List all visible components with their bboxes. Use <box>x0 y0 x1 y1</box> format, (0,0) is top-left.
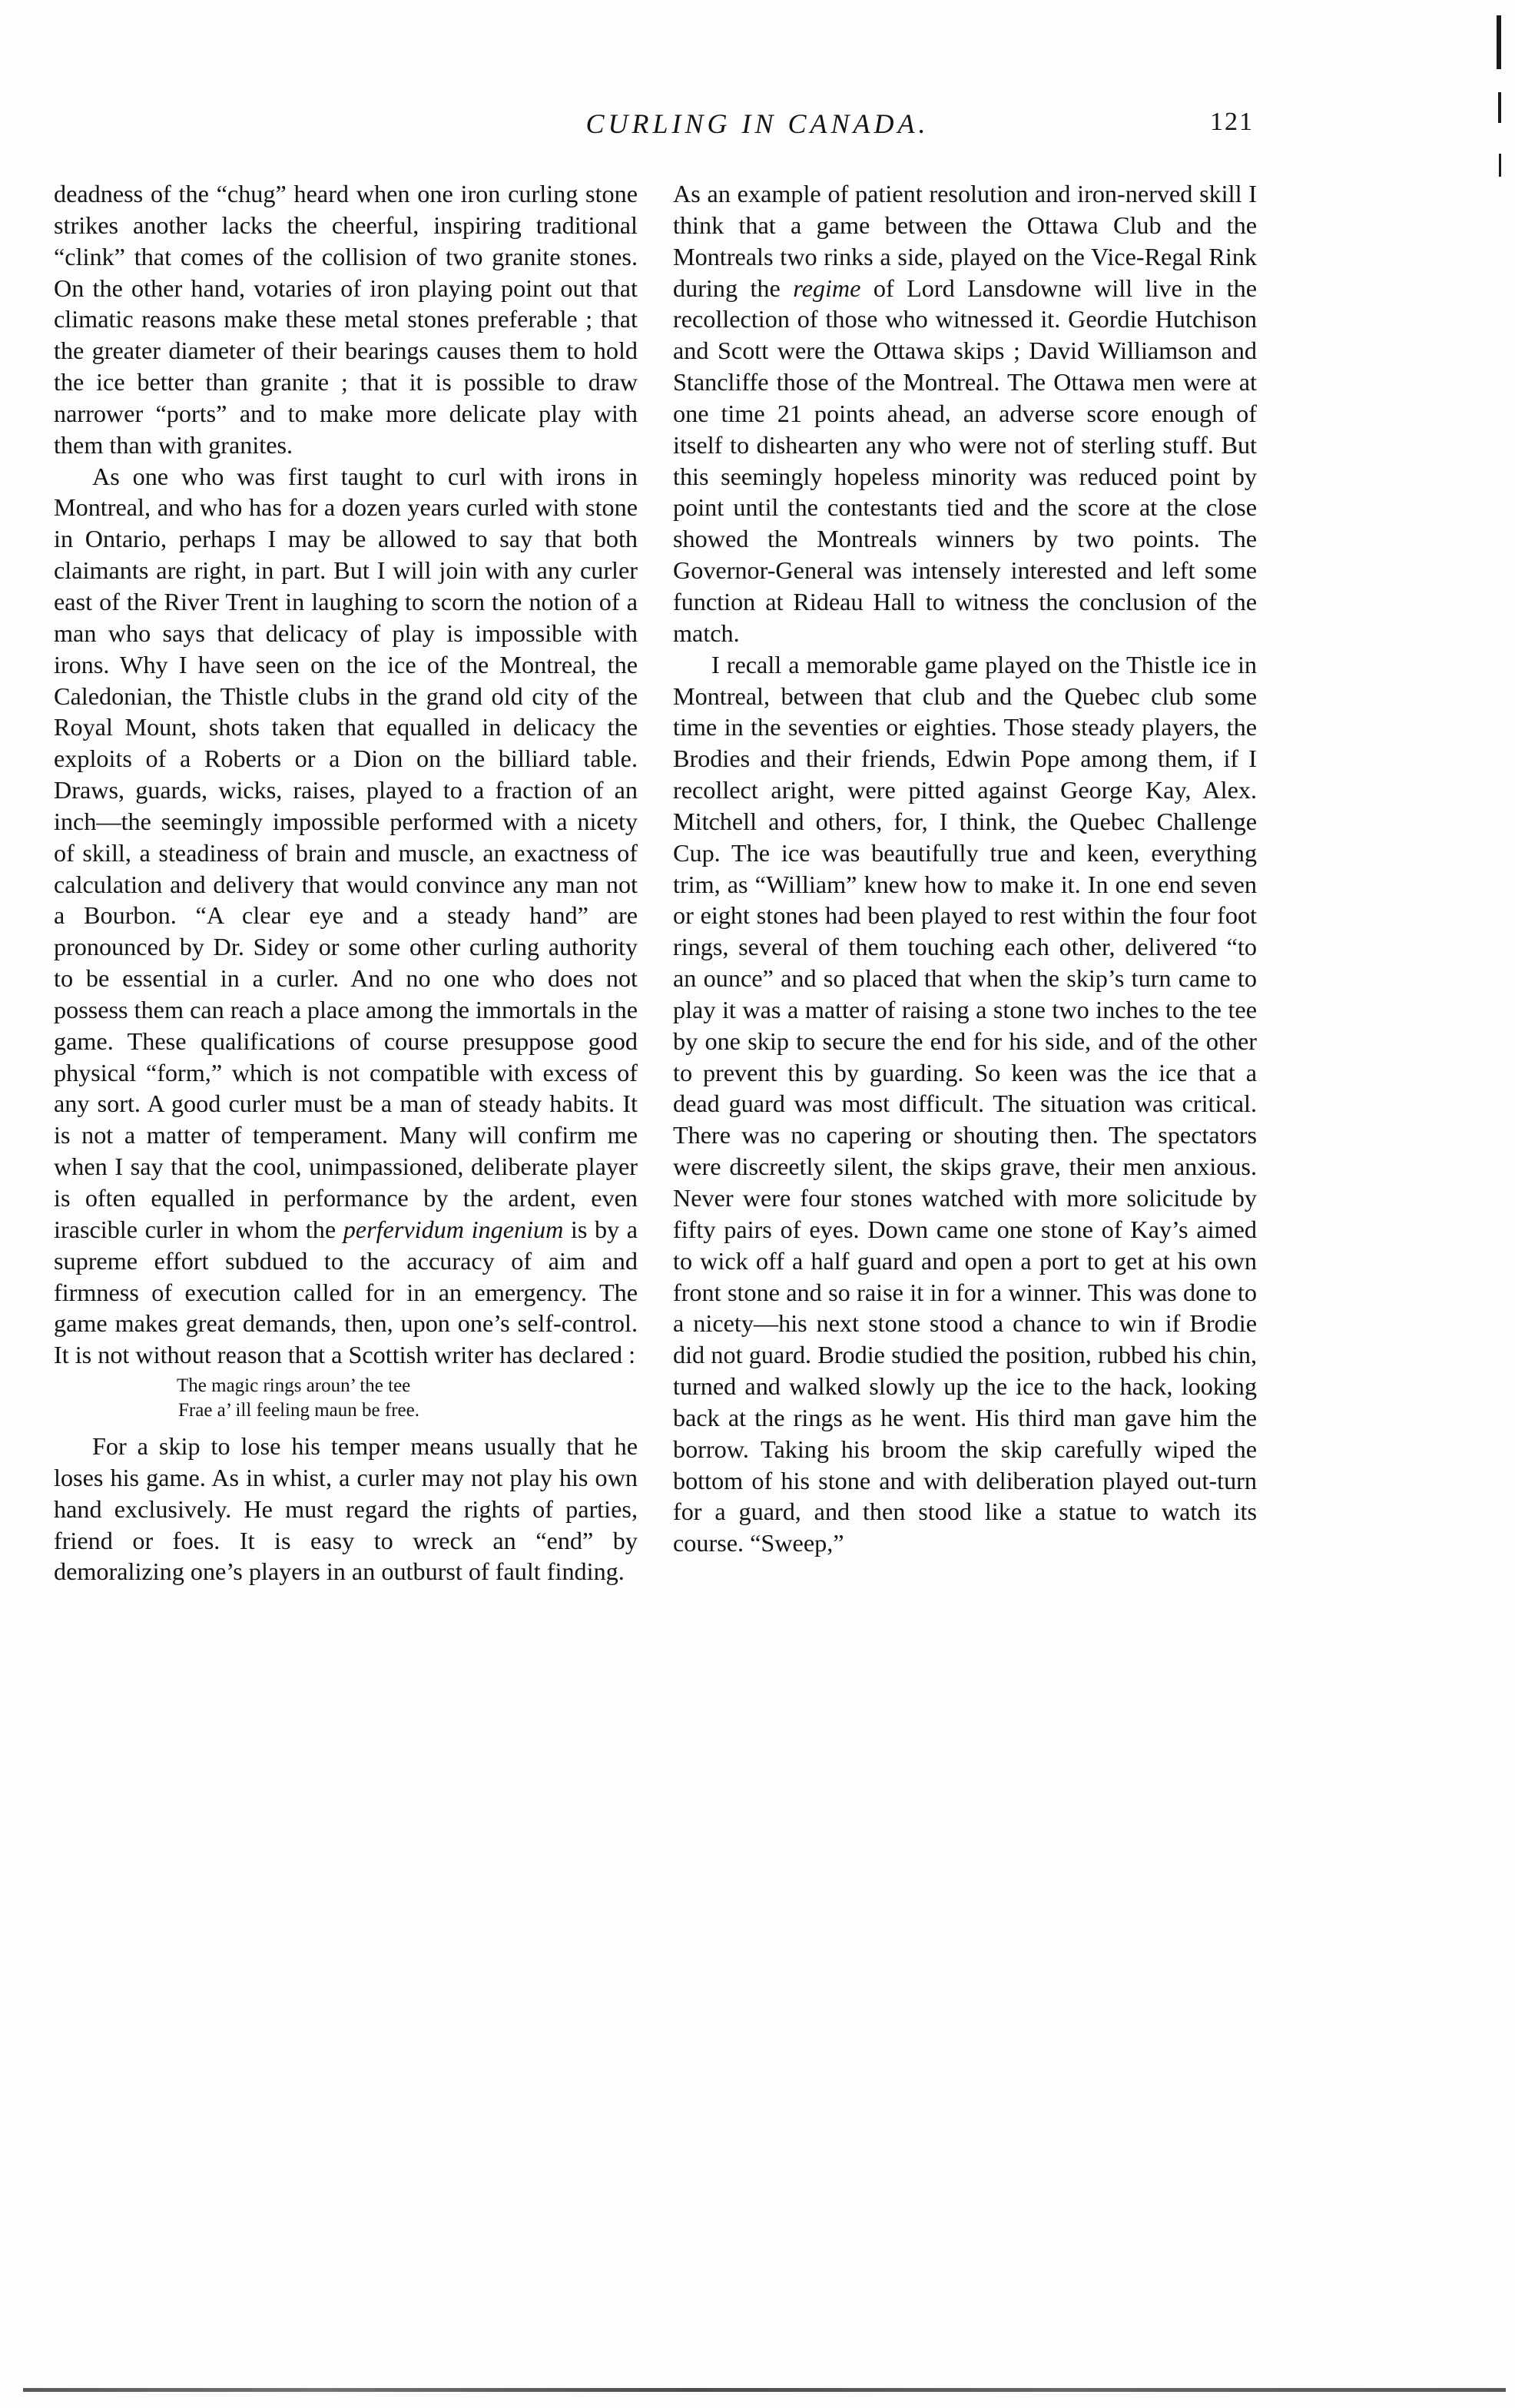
verse-quotation <box>54 1374 638 1423</box>
verse-line: Frae a’ ill feeling maun be free. <box>178 1400 419 1421</box>
left-column <box>54 178 638 1587</box>
scan-edge-mark <box>1498 92 1501 123</box>
paragraph: I recall a memorable game played on the Thistle ice in Montreal, between that club and the Quebec club some time in the seventies or eighties. Those steady players, the Brodies and their friends, Edwin Pope among them, if I recollect aright, were pitted against George Kay, Alex. Mitchell and others, for, I think, the Quebec Challenge Cup. The ice was beautifully true and keen, everything trim, as “William” knew how to make it. In one end seven or eight stones had been played to rest within the four foot rings, several of them touching each other, delivered “to an ounce” and so placed that when the skip’s turn came to play it was a matter of raising a stone two inches to the tee by one skip to secure the end for his side, and of the other to prevent this by guarding. So keen was the ice that a dead guard was most difficult. The situation was critical. There was no capering or shouting then. The spectators were discreetly silent, the skips grave, their men anxious. Never were four stones watched with more solicitude by fifty pairs of eyes. Down came one stone of Kay’s aimed to wick off a half guard and open a port to get at his own front stone and so raise it in for a winner. This was done to a nicety—his next stone stood a chance to win if Brodie did not guard. Brodie studied the position, rubbed his chin, turned and walked slowly up the ice to the hack, looking back at the rings as he went. His third man gave him the borrow. Taking his broom the skip carefully wiped the bottom of his stone and with deliberation played out-turn for a guard, and then stood like a statue to watch its course. “Sweep,” <box>673 650 1257 1557</box>
paragraph: deadness of the “chug” heard when one iron curling stone strikes another lacks the cheerful, inspiring traditional “clink” that comes of the collision of two granite stones. On the other hand, votaries of iron playing point out that climatic reasons make these metal stones preferable ; that the greater diameter of their bearings causes them to hold the ice better than granite ; that it is possible to draw narrower “ports” and to make more delicate play with them than with granites. <box>54 180 638 459</box>
verse-line: The magic rings aroun’ the tee <box>177 1375 411 1397</box>
text-run: of Lord Lansdowne will live in the recollection of those who witnessed it. Geordie Hutchison and Scott were the Ottawa skips ; David Williamson and Stancliffe those of the Montreal. The Ottawa men were at one time 21 points ahead, an adverse score enough of itself to dishearten any who were not of sterling stuff. But this seemingly hopeless minority was reduced point by point until the contestants tied and the score at the close showed the Montreals winners by two points. The Governor-General was intensely interested and left some function at Rideau Hall to witness the conclusion of the match. <box>673 274 1257 647</box>
paragraph: For a skip to lose his temper means usually that he loses his game. As in whist, a curler may not play his own hand exclusively. He must regard the rights of parties, friend or foes. It is easy to wreck an “end” by demoralizing one’s players in an outburst of fault finding. <box>54 1432 638 1586</box>
scan-edge-mark <box>1499 154 1501 177</box>
text-run: As an example of patient resolution and iron-nerved skill I think that a game between the Ottawa Club and the Montreals two rinks a side, played on the Vice-Regal Rink during the <box>673 180 1257 302</box>
paragraph <box>54 461 638 1371</box>
text-run: is by a supreme effort subdued to the accuracy of aim and firmness of execution called for in an emergency. The game makes great demands, then, upon one’s self-control. It is not without reason that a Scottish writer has declared : <box>54 1215 638 1369</box>
running-title: CURLING IN CANADA. <box>585 108 930 139</box>
page-number: 121 <box>1210 108 1254 136</box>
page-header <box>0 108 1515 154</box>
italic-phrase: regime <box>793 274 861 302</box>
right-column <box>673 178 1257 1559</box>
text-run: As one who was first taught to curl with irons in Montreal, and who has for a dozen years curled with stone in Ontario, perhaps I may be allowed to say that both claimants are right, in part. But I will join with any curler east of the River Trent in laughing to scorn the notion of a man who says that delicacy of play is impossible with irons. Why I have seen on the ice of the Montreal, the Caledonian, the Thistle clubs in the grand old city of the Royal Mount, shots taken that equalled in delicacy the exploits of a Roberts or a Dion on the billiard table. Draws, guards, wicks, raises, played to a fraction of an inch—the seemingly impossible performed with a nicety of skill, a steadiness of brain and muscle, an exactness of calculation and delivery that would convince any man not a Bourbon. “A clear eye and a steady hand” are pronounced by Dr. Sidey or some other curling authority to be essential in a curler. And no one who does not possess them can reach a place among the immortals in the game. These qualifications of course presuppose good physical “form,” which is not compatible with excess of any sort. A good curler must be a man of steady habits. It is not a matter of temperament. Many will confirm me when I say that the cool, unimpassioned, deliberate player is often equalled in performance by the ardent, even irascible curler in whom the <box>54 462 638 1243</box>
italic-phrase: perfervidum ingenium <box>343 1215 564 1243</box>
paragraph <box>673 178 1257 649</box>
scan-edge-mark <box>1497 15 1501 69</box>
scan-bottom-edge <box>23 2388 1506 2392</box>
